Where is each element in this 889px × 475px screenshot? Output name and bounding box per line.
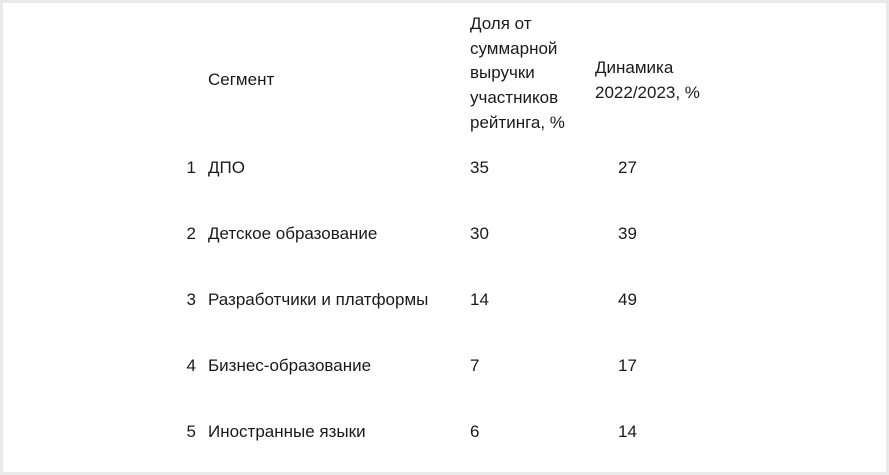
cell-index: 3 <box>186 290 196 310</box>
column-header-index <box>3 6 208 7</box>
cell-index: 4 <box>186 356 196 376</box>
ranking-table <box>3 0 886 465</box>
cell-index: 2 <box>186 224 196 244</box>
cell-dynamics: 39 <box>618 223 637 243</box>
table-row <box>3 399 886 465</box>
table-row <box>3 333 886 399</box>
column-header-segment: Сегмент <box>208 70 275 89</box>
cell-index: 1 <box>186 158 196 178</box>
cell-share: 7 <box>470 355 480 375</box>
cell-dynamics: 27 <box>618 157 637 177</box>
table-row <box>3 201 886 267</box>
cell-segment: Разработчики и платформы <box>208 290 429 310</box>
cell-dynamics: 14 <box>618 421 637 441</box>
cell-segment: Бизнес-образование <box>208 356 372 376</box>
cell-segment: Детское образование <box>208 224 378 244</box>
cell-share: 35 <box>470 157 489 177</box>
cell-share: 30 <box>470 223 489 243</box>
cell-share: 6 <box>470 421 480 441</box>
column-header-dynamics: Динамика 2022/2023, % <box>595 58 700 102</box>
column-header-share: Доля от суммарной выручки участников рейтинга, % <box>470 14 565 132</box>
cell-dynamics: 49 <box>618 289 637 309</box>
cell-dynamics: 17 <box>618 355 637 375</box>
cell-index: 5 <box>186 422 196 442</box>
table-row <box>3 135 886 201</box>
table-row <box>3 267 886 333</box>
cell-share: 14 <box>470 289 489 309</box>
table-header-row <box>3 6 886 135</box>
cell-segment: Иностранные языки <box>208 422 366 442</box>
cell-segment: ДПО <box>208 158 245 178</box>
